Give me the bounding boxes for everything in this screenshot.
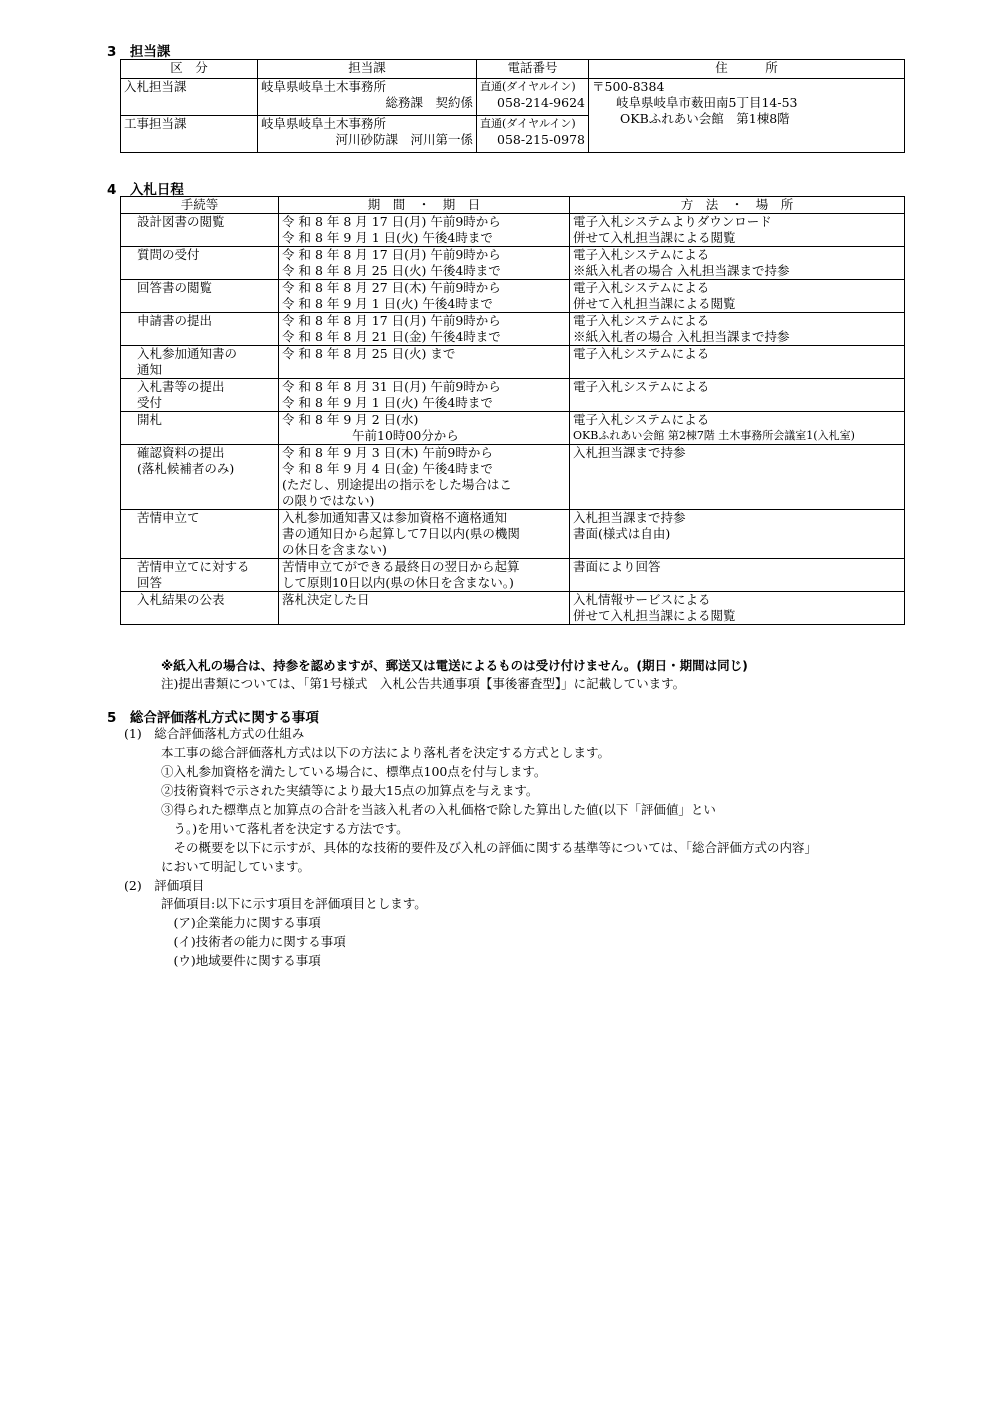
method-cell: 電子入札システムによる (570, 379, 905, 412)
contact-table (120, 59, 905, 153)
period-cell: 令 和 8 年 8 月 17 日(月) 午前9時から 令 和 8 年 8 月 25 日(火) 午後4時まで (279, 247, 570, 280)
method-cell: 書面により回答 (570, 559, 905, 592)
step-cell: 入札結果の公表 (121, 592, 279, 625)
table-row (121, 313, 905, 346)
subsection2-title: (2) 評価項目 (124, 878, 205, 893)
col-header-kubun: 区 分 (121, 60, 258, 79)
kubun-cell: 入札担当課 (121, 79, 258, 116)
period-cell: 苦情申立てができる最終日の翌日から起算 して原則10日以内(県の休日を含まない。) (279, 559, 570, 592)
period-cell: 落札決定した日 (279, 592, 570, 625)
table-row (121, 592, 905, 625)
period-cell: 令 和 8 年 8 月 31 日(月) 午前9時から 令 和 8 年 9 月 1 日(火) 午後4時まで (279, 379, 570, 412)
step-cell: 入札書等の提出 受付 (121, 379, 279, 412)
table-row (121, 214, 905, 247)
method-cell: 電子入札システムによる ※紙入札者の場合 入札担当課まで持参 (570, 247, 905, 280)
schedule-table (120, 196, 905, 625)
method-cell: 電子入札システムによる 併せて入札担当課による閲覧 (570, 280, 905, 313)
table-row (121, 412, 905, 445)
col-header-ka: 担当課 (258, 60, 477, 79)
period-cell: 令 和 8 年 9 月 3 日(木) 午前9時から 令 和 8 年 9 月 4 日(金) 午後4時まで (ただし、別途提出の指示をした場合はこ の限りではない) (279, 445, 570, 510)
step-cell: 回答書の閲覧 (121, 280, 279, 313)
col-header-period: 期 間 ・ 期 日 (279, 197, 570, 214)
method-cell: 入札情報サービスによる 併せて入札担当課による閲覧 (570, 592, 905, 625)
step-cell: 入札参加通知書の 通知 (121, 346, 279, 379)
ka-cell: 岐阜県岐阜土木事務所 河川砂防課 河川第一係 (258, 116, 477, 153)
subsection1-title: (1) 総合評価落札方式の仕組み (124, 726, 305, 741)
table-row (121, 445, 905, 510)
paper-bid-note: ※紙入札の場合は、持参を認めますが、郵送又は電送によるものは受け付けません。(期日・期間は同じ) (161, 658, 748, 673)
col-header-address: 住 所 (589, 60, 905, 79)
table-row (121, 247, 905, 280)
method-cell: 電子入札システムによる OKBふれあい会館 第2棟7階 土木事務所会議室1(入札室) (570, 412, 905, 445)
step-cell: 確認資料の提出 (落札候補者のみ) (121, 445, 279, 510)
subsection1-body: 本工事の総合評価落札方式は以下の方法により落札者を決定する方式とします。 ①入札参加資格を満たしている場合に、標準点100点を付与します。 ②技術資料で示された実績等により最大15点の加算点を与えます。 ③得られた標準点と加算点の合計を当該入札者の入札価格で除した算出した値(以下「評価値」とい う。)を用いて落札者を決定する方法です。 その概要を以下に示すが、具体的な技術的要件及び入札の評価に関する基準等については、「総合評価方式の内容」 において明記しています。 (161, 745, 818, 874)
period-cell: 令 和 8 年 8 月 17 日(月) 午前9時から 令 和 8 年 9 月 1 日(火) 午後4時まで (279, 214, 570, 247)
section5-heading: 5 総合評価落札方式に関する事項 (107, 710, 319, 726)
table-row (121, 379, 905, 412)
table-row (121, 510, 905, 559)
step-cell: 苦情申立てに対する 回答 (121, 559, 279, 592)
method-cell: 電子入札システムよりダウンロード 併せて入札担当課による閲覧 (570, 214, 905, 247)
step-cell: 苦情申立て (121, 510, 279, 559)
period-cell: 令 和 8 年 9 月 2 日(水) 午前10時00分から (279, 412, 570, 445)
documents-note: 注)提出書類については、「第1号様式 入札公告共通事項【事後審査型】」に記載しています。 (161, 676, 686, 691)
period-cell: 令 和 8 年 8 月 25 日(火) まで (279, 346, 570, 379)
section3-heading: 3 担当課 (107, 44, 171, 60)
tel-cell: 直通(ダイヤルイン) 058-214-9624 (477, 79, 589, 116)
step-cell: 質問の受付 (121, 247, 279, 280)
period-cell: 入札参加通知書又は参加資格不適格通知 書の通知日から起算して7日以内(県の機関 の休日を含まない) (279, 510, 570, 559)
table-row (121, 79, 905, 116)
step-cell: 申請書の提出 (121, 313, 279, 346)
address-cell: 〒500-8384 岐阜県岐阜市薮田南5丁目14-53 OKBふれあい会館 第1棟8階 (589, 79, 905, 153)
step-cell: 開札 (121, 412, 279, 445)
tel-cell: 直通(ダイヤルイン) 058-215-0978 (477, 116, 589, 153)
ka-cell: 岐阜県岐阜土木事務所 総務課 契約係 (258, 79, 477, 116)
method-cell: 入札担当課まで持参 書面(様式は自由) (570, 510, 905, 559)
method-cell: 電子入札システムによる (570, 346, 905, 379)
table-row (121, 559, 905, 592)
section4-heading: 4 入札日程 (107, 182, 184, 198)
method-cell: 入札担当課まで持参 (570, 445, 905, 510)
col-header-tel: 電話番号 (477, 60, 589, 79)
method-cell: 電子入札システムによる ※紙入札者の場合 入札担当課まで持参 (570, 313, 905, 346)
table-row (121, 280, 905, 313)
col-header-method: 方 法 ・ 場 所 (570, 197, 905, 214)
table-row (121, 346, 905, 379)
period-cell: 令 和 8 年 8 月 17 日(月) 午前9時から 令 和 8 年 8 月 21 日(金) 午後4時まで (279, 313, 570, 346)
period-cell: 令 和 8 年 8 月 27 日(木) 午前9時から 令 和 8 年 9 月 1 日(火) 午後4時まで (279, 280, 570, 313)
step-cell: 設計図書の閲覧 (121, 214, 279, 247)
col-header-step: 手続等 (121, 197, 279, 214)
kubun-cell: 工事担当課 (121, 116, 258, 153)
subsection2-body: 評価項目:以下に示す項目を評価項目とします。 (ア)企業能力に関する事項 (イ)技術者の能力に関する事項 (ウ)地域要件に関する事項 (161, 896, 427, 968)
